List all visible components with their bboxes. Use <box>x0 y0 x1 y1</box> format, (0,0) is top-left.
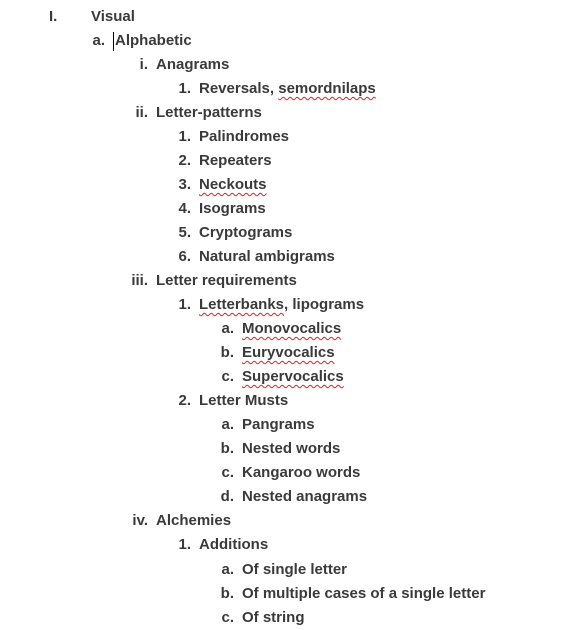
outline-text[interactable]: Letter Musts <box>199 392 289 409</box>
outline-marker: a. <box>92 32 105 49</box>
text-cursor <box>113 32 114 51</box>
outline-text[interactable]: Additions <box>199 536 269 553</box>
outline-marker: a. <box>221 561 234 578</box>
misspelled-word[interactable]: Supervocalics <box>242 368 344 385</box>
outline-text[interactable] <box>242 341 335 365</box>
outline-text[interactable]: Isograms <box>199 200 266 217</box>
outline-text[interactable]: Nested words <box>242 440 341 457</box>
outline-text[interactable]: Kangaroo words <box>242 464 361 481</box>
outline-text[interactable] <box>242 317 341 341</box>
outline-marker: iii. <box>131 272 148 289</box>
outline-text[interactable]: Letterbanks, lipograms <box>199 296 365 313</box>
outline-marker: a. <box>221 416 234 433</box>
misspelled-word[interactable]: Neckouts <box>199 176 267 193</box>
outline-text[interactable]: Alphabetic <box>115 32 192 49</box>
outline-marker: c. <box>221 609 234 626</box>
outline-text[interactable]: Alchemies <box>156 512 232 529</box>
outline-item-level-3[interactable] <box>177 149 272 173</box>
outline-item-level-2[interactable] <box>126 269 297 293</box>
outline-item-level-2[interactable] <box>126 53 229 77</box>
misspelled-word[interactable]: Monovocalics <box>242 320 342 337</box>
outline-text[interactable]: Pangrams <box>242 416 315 433</box>
outline-item-level-2[interactable] <box>126 509 231 533</box>
outline-item-level-3[interactable] <box>177 293 364 317</box>
outline-marker: I. <box>49 8 58 25</box>
outline-marker: ii. <box>135 104 148 121</box>
outline-item-level-1[interactable] <box>91 29 192 53</box>
outline-marker: b. <box>220 344 234 361</box>
outline-text[interactable]: Repeaters <box>199 152 272 169</box>
outline-item-level-4[interactable] <box>220 317 341 341</box>
outline-item-level-3[interactable] <box>177 221 292 245</box>
outline-item-level-3[interactable] <box>177 389 288 413</box>
outline-marker: 3. <box>178 176 191 193</box>
outline-item-level-0[interactable] <box>49 5 135 29</box>
outline-marker: a. <box>221 320 234 337</box>
outline-item-level-3[interactable] <box>177 173 267 197</box>
outline-text[interactable]: Palindromes <box>199 128 290 145</box>
outline-text[interactable] <box>199 173 267 197</box>
outline-marker: 1. <box>178 80 191 97</box>
outline-item-level-3[interactable] <box>177 197 266 221</box>
outline-item-level-3[interactable] <box>177 125 289 149</box>
outline-text[interactable]: Letter-patterns <box>156 104 262 121</box>
outline-marker: i. <box>139 56 148 73</box>
outline-item-level-4[interactable] <box>220 365 344 389</box>
outline-text[interactable]: Visual <box>91 8 135 25</box>
outline-marker: 1. <box>178 296 191 313</box>
outline-item-level-4[interactable] <box>220 606 305 630</box>
outline-marker: iv. <box>132 512 148 529</box>
misspelled-word[interactable]: Letterbanks <box>199 296 285 313</box>
outline-marker: c. <box>221 368 234 385</box>
outline-text[interactable]: Reversals, semordnilaps <box>199 80 376 97</box>
outline-marker: 5. <box>178 224 191 241</box>
outline-text[interactable]: Anagrams <box>156 56 230 73</box>
outline-text[interactable]: Cryptograms <box>199 224 293 241</box>
outline-text[interactable]: Of single letter <box>242 561 348 578</box>
outline-marker: d. <box>220 488 234 505</box>
outline-item-level-4[interactable] <box>220 413 315 437</box>
outline-marker: 1. <box>178 128 191 145</box>
outline-item-level-3[interactable] <box>177 77 376 101</box>
outline-item-level-4[interactable] <box>220 485 367 509</box>
outline-item-level-3[interactable] <box>177 533 268 557</box>
outline-marker: b. <box>220 585 234 602</box>
outline-marker: 6. <box>178 248 191 265</box>
outline-item-level-4[interactable] <box>220 558 347 582</box>
outline-item-level-4[interactable] <box>220 341 335 365</box>
outline-marker: 2. <box>178 392 191 409</box>
outline-item-level-2[interactable] <box>126 101 262 125</box>
outline-marker: c. <box>221 464 234 481</box>
outline-marker: 1. <box>178 536 191 553</box>
misspelled-word[interactable]: semordnilaps <box>278 80 376 97</box>
outline-text[interactable]: Natural ambigrams <box>199 248 335 265</box>
outline-marker: 4. <box>178 200 191 217</box>
outline-item-level-3[interactable] <box>177 245 335 269</box>
outline-item-level-4[interactable] <box>220 461 360 485</box>
outline-marker: 2. <box>178 152 191 169</box>
misspelled-word[interactable]: Euryvocalics <box>242 344 335 361</box>
outline-item-level-4[interactable] <box>220 437 340 461</box>
outline-marker: b. <box>220 440 234 457</box>
outline-text[interactable]: Of multiple cases of a single letter <box>242 585 486 602</box>
outline-text[interactable]: Of string <box>242 609 305 626</box>
outline-text[interactable]: Nested anagrams <box>242 488 368 505</box>
outline-text[interactable] <box>242 365 344 389</box>
outline-text[interactable]: Letter requirements <box>156 272 297 289</box>
outline-item-level-4[interactable] <box>220 582 485 606</box>
